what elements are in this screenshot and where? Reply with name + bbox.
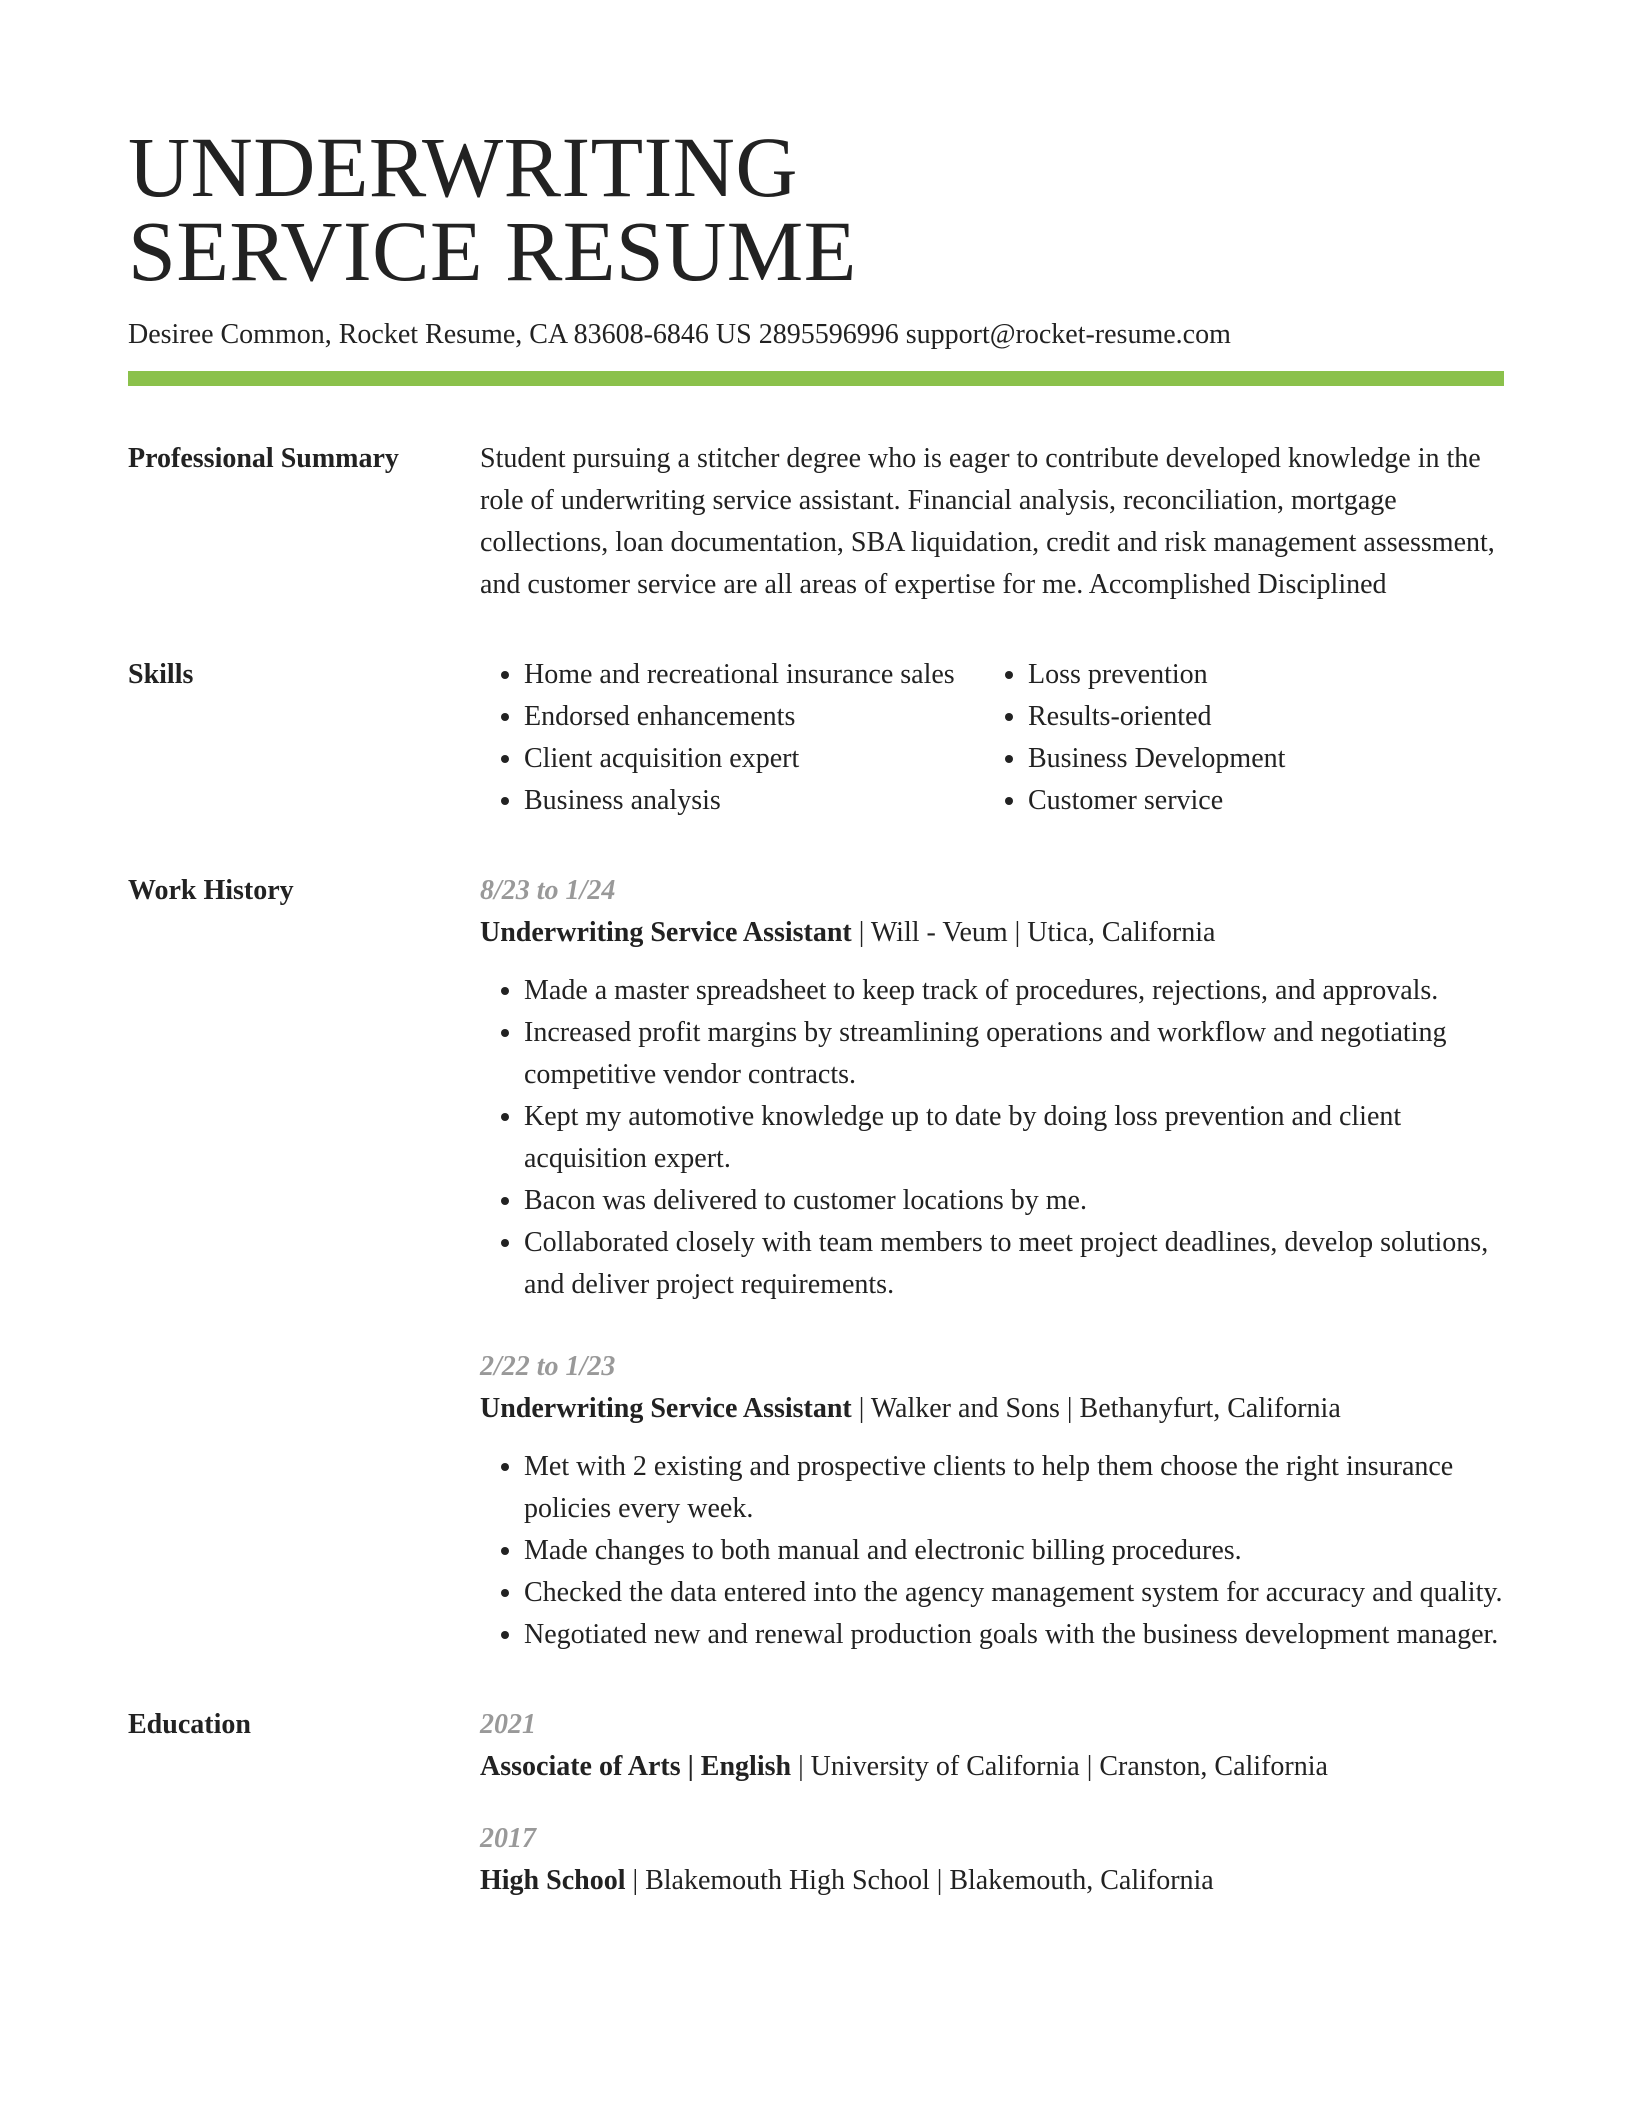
job-heading bbox=[480, 912, 1504, 954]
skills-list-left bbox=[480, 654, 984, 822]
skill-item: • Client acquisition expert bbox=[524, 738, 984, 780]
education-degree: High School bbox=[480, 1865, 626, 1896]
education-section bbox=[128, 1704, 1504, 1902]
job-bullets bbox=[480, 970, 1504, 1306]
skill-item: • Results-oriented bbox=[1028, 696, 1285, 738]
job-entry bbox=[480, 1346, 1504, 1656]
accent-divider bbox=[128, 371, 1504, 386]
job-bullet: • Bacon was delivered to customer locations by me. bbox=[524, 1180, 1504, 1222]
job-date: 8/23 to 1/24 bbox=[480, 875, 616, 906]
job-bullet: • Collaborated closely with team members to meet project deadlines, develop solutions, and deliver project requirements. bbox=[524, 1222, 1504, 1306]
title-line-2: SERVICE RESUME bbox=[128, 203, 857, 299]
job-heading bbox=[480, 1388, 1504, 1430]
summary-section bbox=[128, 438, 1504, 606]
education-entry bbox=[480, 1818, 1504, 1902]
job-date: 2/22 to 1/23 bbox=[480, 1351, 616, 1382]
job-entry bbox=[480, 870, 1504, 1306]
contact-info: Desiree Common, Rocket Resume, CA 83608-6846 US 2895596996 support@rocket-resume.com bbox=[128, 319, 1231, 350]
education-date: 2017 bbox=[480, 1823, 536, 1854]
job-bullets bbox=[480, 1446, 1504, 1656]
title-line-1: UNDERWRITING bbox=[128, 119, 799, 215]
job-bullet: • Made changes to both manual and electronic billing procedures. bbox=[524, 1530, 1504, 1572]
skill-item: • Business analysis bbox=[524, 780, 984, 822]
skills-list-right bbox=[984, 654, 1285, 822]
job-bullet: • Met with 2 existing and prospective clients to help them choose the right insurance policies every week. bbox=[524, 1446, 1504, 1530]
education-details: | University of California | Cranston, California bbox=[791, 1751, 1328, 1782]
education-entry bbox=[480, 1704, 1504, 1788]
job-bullet: • Made a master spreadsheet to keep track of procedures, rejections, and approvals. bbox=[524, 970, 1504, 1012]
job-bullet: • Negotiated new and renewal production goals with the business development manager. bbox=[524, 1614, 1504, 1656]
education-heading bbox=[480, 1860, 1504, 1902]
work-history-label: Work History bbox=[128, 875, 294, 906]
job-title: Underwriting Service Assistant bbox=[480, 1393, 852, 1424]
job-bullet: • Checked the data entered into the agency management system for accuracy and quality. bbox=[524, 1572, 1504, 1614]
education-degree: Associate of Arts | English bbox=[480, 1751, 792, 1782]
work-history-section bbox=[128, 870, 1504, 1656]
job-bullet: • Increased profit margins by streamlining operations and workflow and negotiating competitive vendor contracts. bbox=[524, 1012, 1504, 1096]
education-heading bbox=[480, 1746, 1504, 1788]
skills-label: Skills bbox=[128, 659, 194, 690]
resume-title bbox=[128, 119, 1504, 299]
education-label: Education bbox=[128, 1709, 251, 1740]
education-date: 2021 bbox=[480, 1709, 536, 1740]
job-title: Underwriting Service Assistant bbox=[480, 917, 852, 948]
summary-label: Professional Summary bbox=[128, 443, 399, 474]
skills-section bbox=[128, 654, 1504, 822]
skill-item: • Customer service bbox=[1028, 780, 1285, 822]
job-details: | Will - Veum | Utica, California bbox=[851, 917, 1216, 948]
job-bullet: • Kept my automotive knowledge up to date by doing loss prevention and client acquisition expert. bbox=[524, 1096, 1504, 1180]
skill-item: • Loss prevention bbox=[1028, 654, 1285, 696]
skill-item: • Business Development bbox=[1028, 738, 1285, 780]
skill-item: • Home and recreational insurance sales bbox=[524, 654, 984, 696]
skill-item: • Endorsed enhancements bbox=[524, 696, 984, 738]
summary-text: Student pursuing a stitcher degree who is eager to contribute developed knowledge in the role of underwriting service assistant. Financial analysis, reconciliation, mortgage collections, loan documentation, SBA liquidation, credit and risk management assessment, and customer service are all areas of expertise for me. Accomplished Disciplined bbox=[480, 443, 1495, 600]
education-details: | Blakemouth High School | Blakemouth, California bbox=[625, 1865, 1214, 1896]
job-details: | Walker and Sons | Bethanyfurt, California bbox=[851, 1393, 1341, 1424]
